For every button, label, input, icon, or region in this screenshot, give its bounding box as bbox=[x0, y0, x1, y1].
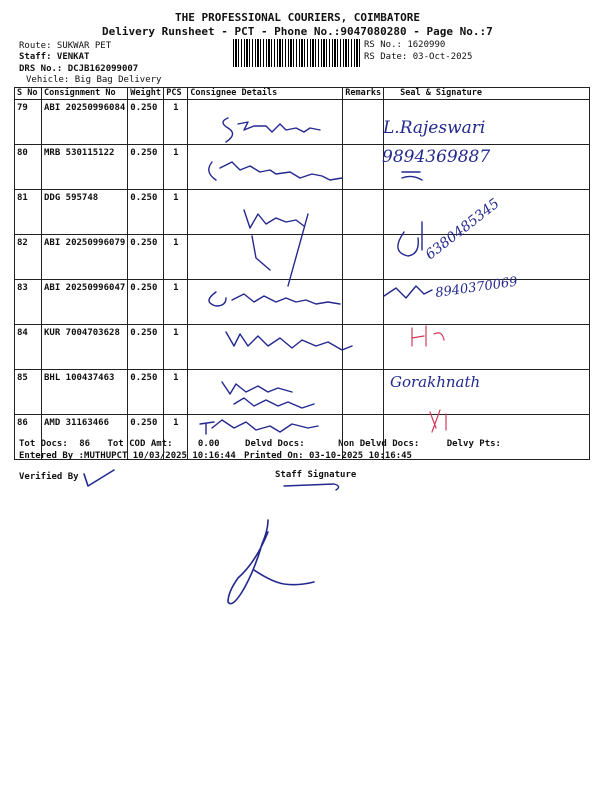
cod-value: 0.00 bbox=[197, 439, 220, 449]
entered-by: Entered By :MUTHUPCT 10/03/2025 10:16:44 bbox=[19, 451, 236, 461]
row-consignment: MRB 530115122 bbox=[42, 145, 128, 190]
signature-text-row85: Gorakhnath bbox=[390, 373, 481, 391]
row-consignment: DDG 595748 bbox=[42, 190, 128, 235]
table-row bbox=[15, 145, 590, 190]
row-consignment: KUR 7004703628 bbox=[42, 325, 128, 370]
signature-text-row80: 9894369887 bbox=[382, 147, 491, 167]
signature-text-row83: 8940370069 bbox=[434, 274, 519, 301]
runsheet-subtitle: Delivery Runsheet - PCT - Phone No.:9047080280 - Page No.:7 bbox=[102, 25, 493, 38]
printed-on: Printed On: 03-10-2025 10:16:45 bbox=[244, 451, 412, 461]
rs-date: RS Date: 03-Oct-2025 bbox=[364, 52, 473, 62]
row-sno: 79 bbox=[15, 100, 42, 145]
signature-text-row79: L.Rajeswari bbox=[383, 118, 486, 138]
col-remarks: Remarks bbox=[343, 88, 384, 100]
row-consignment: ABI 20250996079 bbox=[42, 235, 128, 280]
col-consignment: Consignment No bbox=[42, 88, 128, 100]
row-weight: 0.250 bbox=[128, 280, 164, 325]
tot-docs-value: 86 bbox=[79, 439, 91, 449]
drs-number: DRS No.: DCJB162099007 bbox=[19, 64, 139, 74]
table-row bbox=[15, 280, 590, 325]
row-pcs: 1 bbox=[164, 325, 188, 370]
row-consignment: AMD 31163466 bbox=[42, 415, 128, 460]
row-pcs: 1 bbox=[164, 235, 188, 280]
col-consignee: Consignee Details bbox=[188, 88, 343, 100]
row-sno: 85 bbox=[15, 370, 42, 415]
company-title: THE PROFESSIONAL COURIERS, COIMBATORE bbox=[175, 11, 421, 24]
rs-number: RS No.: 1620990 bbox=[364, 40, 446, 50]
tot-docs-label: Tot Docs: bbox=[19, 439, 68, 449]
table-row bbox=[15, 100, 590, 145]
signature-text-row82: 6380485345 bbox=[422, 195, 503, 264]
route-label: Route: SUKWAR PET bbox=[19, 41, 112, 51]
staff-label: Staff: VENKAT bbox=[19, 52, 90, 62]
col-signature: Seal & Signature bbox=[384, 88, 590, 100]
staff-signature-label: Staff Signature bbox=[275, 470, 357, 480]
row-pcs: 1 bbox=[164, 415, 188, 460]
row-sno: 86 bbox=[15, 415, 42, 460]
vehicle-label: Vehicle: Big Bag Delivery bbox=[26, 75, 162, 85]
table-header-row bbox=[15, 88, 590, 100]
col-pcs: PCS bbox=[164, 88, 188, 100]
table-row bbox=[15, 190, 590, 235]
row-weight: 0.250 bbox=[128, 100, 164, 145]
row-sno: 82 bbox=[15, 235, 42, 280]
row-consignment: ABI 20250996047 bbox=[42, 280, 128, 325]
row-pcs: 1 bbox=[164, 100, 188, 145]
row-pcs: 1 bbox=[164, 145, 188, 190]
row-weight: 0.250 bbox=[128, 145, 164, 190]
row-consignment: BHL 100437463 bbox=[42, 370, 128, 415]
verified-signature bbox=[84, 470, 114, 486]
row-pcs: 1 bbox=[164, 190, 188, 235]
barcode bbox=[233, 39, 360, 67]
table-row bbox=[15, 325, 590, 370]
cod-label: Tot COD Amt: bbox=[107, 439, 173, 449]
table-row bbox=[15, 235, 590, 280]
row-sno: 81 bbox=[15, 190, 42, 235]
row-weight: 0.250 bbox=[128, 370, 164, 415]
delvy-pts-label: Delvy Pts: bbox=[446, 439, 501, 449]
delvd-docs-label: Delvd Docs: bbox=[245, 439, 305, 449]
row-sno: 84 bbox=[15, 325, 42, 370]
staff-signature bbox=[228, 520, 314, 604]
table-row bbox=[15, 370, 590, 415]
col-sno: S No bbox=[15, 88, 42, 100]
row-weight: 0.250 bbox=[128, 325, 164, 370]
row-pcs: 1 bbox=[164, 280, 188, 325]
staff-signature-stroke bbox=[284, 484, 339, 490]
col-weight: Weight bbox=[128, 88, 164, 100]
non-delvd-docs-label: Non Delvd Docs: bbox=[338, 439, 420, 449]
runsheet-table bbox=[14, 87, 590, 460]
row-pcs: 1 bbox=[164, 370, 188, 415]
row-sno: 83 bbox=[15, 280, 42, 325]
row-consignment: ABI 20250996084 bbox=[42, 100, 128, 145]
verified-by-label: Verified By bbox=[19, 472, 79, 482]
row-weight: 0.250 bbox=[128, 235, 164, 280]
row-weight: 0.250 bbox=[128, 415, 164, 460]
row-weight: 0.250 bbox=[128, 190, 164, 235]
footer-totals bbox=[19, 439, 501, 449]
row-sno: 80 bbox=[15, 145, 42, 190]
